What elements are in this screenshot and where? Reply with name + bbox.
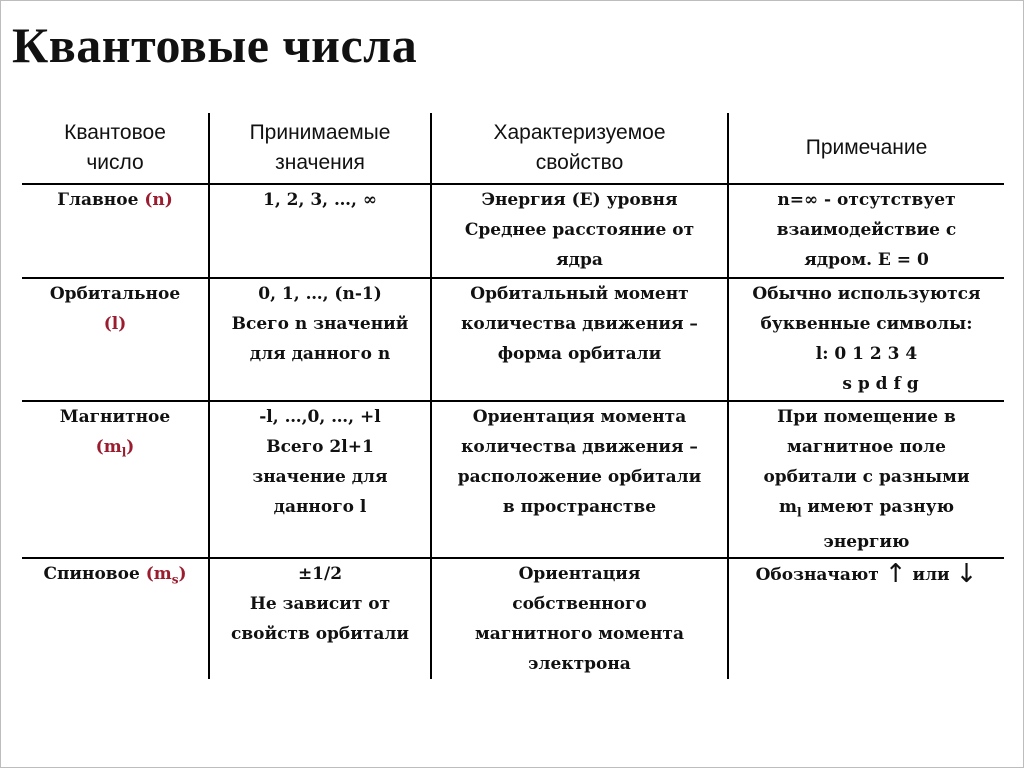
cell-note bbox=[728, 278, 1004, 401]
note-mid: или bbox=[906, 565, 956, 586]
table-row bbox=[22, 558, 1004, 679]
quantum-symbol: (n) bbox=[144, 190, 173, 210]
header-text: Характеризуемое bbox=[493, 121, 666, 144]
property-text: количества движения – bbox=[461, 314, 698, 334]
quantum-symbol bbox=[145, 564, 187, 587]
note-text: магнитное поле bbox=[787, 437, 946, 457]
header-text: число bbox=[86, 151, 144, 174]
property-text: форма орбитали bbox=[497, 344, 662, 364]
cell-quantum-number bbox=[22, 184, 209, 278]
note-text: l: 0 1 2 3 4 bbox=[815, 344, 918, 364]
quantum-name: Орбитальное bbox=[49, 284, 181, 304]
property-text: расположение орбитали bbox=[457, 467, 702, 487]
property-text: в пространстве bbox=[502, 497, 657, 517]
header-text: Квантовое bbox=[64, 121, 166, 144]
values-text: 1, 2, 3, …, ∞ bbox=[263, 190, 377, 210]
property-text: Ориентация момента bbox=[472, 407, 687, 427]
values-text: для данного n bbox=[249, 344, 391, 364]
note-text: Обычно используются bbox=[752, 284, 981, 304]
table-row bbox=[22, 184, 1004, 278]
symbol-part: ) bbox=[178, 564, 187, 585]
property-text: Энергия (Е) уровня bbox=[481, 190, 678, 210]
property-text: Ориентация bbox=[518, 564, 641, 585]
values-text: ±1/2 bbox=[297, 564, 343, 585]
note-tail: имеют разную bbox=[801, 497, 955, 517]
note-text: ядром. Е = 0 bbox=[804, 250, 929, 270]
cell-values bbox=[209, 278, 431, 401]
header-property bbox=[431, 113, 728, 184]
table-row bbox=[22, 401, 1004, 558]
note-text: энергию bbox=[823, 532, 910, 553]
table-row bbox=[22, 278, 1004, 401]
property-text: количества движения – bbox=[461, 437, 698, 457]
slide-title: Квантовые числа bbox=[12, 17, 418, 73]
cell-property bbox=[431, 184, 728, 278]
note-text: взаимодействие с bbox=[776, 220, 957, 240]
cell-values bbox=[209, 401, 431, 558]
arrow-down-icon: ↓ bbox=[955, 559, 978, 590]
property-text: Орбитальный момент bbox=[470, 284, 689, 304]
header-row bbox=[22, 113, 1004, 184]
arrow-up-icon: ↑ bbox=[884, 559, 907, 590]
symbol-part: ) bbox=[126, 437, 135, 457]
note-m: m bbox=[778, 497, 797, 517]
values-text: значение для bbox=[252, 467, 388, 487]
note-text: буквенные символы: bbox=[760, 314, 973, 334]
cell-values bbox=[209, 184, 431, 278]
property-text: ядра bbox=[556, 250, 603, 270]
cell-note bbox=[728, 184, 1004, 278]
cell-quantum-number bbox=[22, 401, 209, 558]
values-text: данного l bbox=[273, 497, 367, 517]
property-text: электрона bbox=[528, 654, 631, 675]
quantum-symbol bbox=[26, 432, 204, 467]
header-text: Примечание bbox=[805, 136, 928, 159]
cell-note bbox=[728, 401, 1004, 558]
property-text: собственного bbox=[512, 594, 647, 615]
note-text: s p d f g bbox=[842, 374, 919, 394]
header-text: Принимаемые bbox=[249, 121, 391, 144]
cell-property bbox=[431, 558, 728, 679]
quantum-name: Магнитное bbox=[59, 407, 171, 427]
header-quantum-number bbox=[22, 113, 209, 184]
cell-quantum-number bbox=[22, 278, 209, 401]
property-text: магнитного момента bbox=[475, 624, 684, 645]
note-text: При помещение в bbox=[777, 407, 956, 427]
symbol-part: (m bbox=[145, 564, 172, 585]
note-text: n=∞ - отсутствует bbox=[777, 190, 956, 210]
header-values bbox=[209, 113, 431, 184]
note-subscript: l bbox=[796, 505, 802, 520]
quantum-name: Спиновое bbox=[43, 564, 140, 585]
cell-values bbox=[209, 558, 431, 679]
note-text bbox=[733, 559, 1000, 590]
cell-property bbox=[431, 278, 728, 401]
symbol-subscript: l bbox=[121, 445, 127, 460]
values-text: свойств орбитали bbox=[230, 624, 410, 645]
quantum-name: Главное bbox=[57, 190, 139, 210]
property-text: Среднее расстояние от bbox=[464, 220, 695, 240]
symbol-part: (m bbox=[95, 437, 122, 457]
quantum-symbol: (l) bbox=[103, 314, 127, 334]
header-text: значения bbox=[275, 151, 365, 174]
values-text: Не зависит от bbox=[249, 594, 391, 615]
values-text: Всего 2l+1 bbox=[266, 437, 374, 457]
symbol-subscript: s bbox=[171, 572, 179, 587]
cell-quantum-number bbox=[22, 558, 209, 679]
quantum-numbers-table bbox=[22, 113, 1004, 679]
header-note bbox=[728, 113, 1004, 184]
values-text: Всего n значений bbox=[231, 314, 409, 334]
cell-note bbox=[728, 558, 1004, 679]
cell-property bbox=[431, 401, 728, 558]
note-prefix: Обозначают bbox=[755, 565, 885, 586]
values-text: 0, 1, …, (n-1) bbox=[258, 284, 382, 304]
header-text: свойство bbox=[535, 151, 624, 174]
values-text: -l, …,0, …, +l bbox=[259, 407, 381, 427]
note-text: орбитали с разными bbox=[763, 467, 970, 487]
note-text bbox=[733, 492, 1000, 527]
